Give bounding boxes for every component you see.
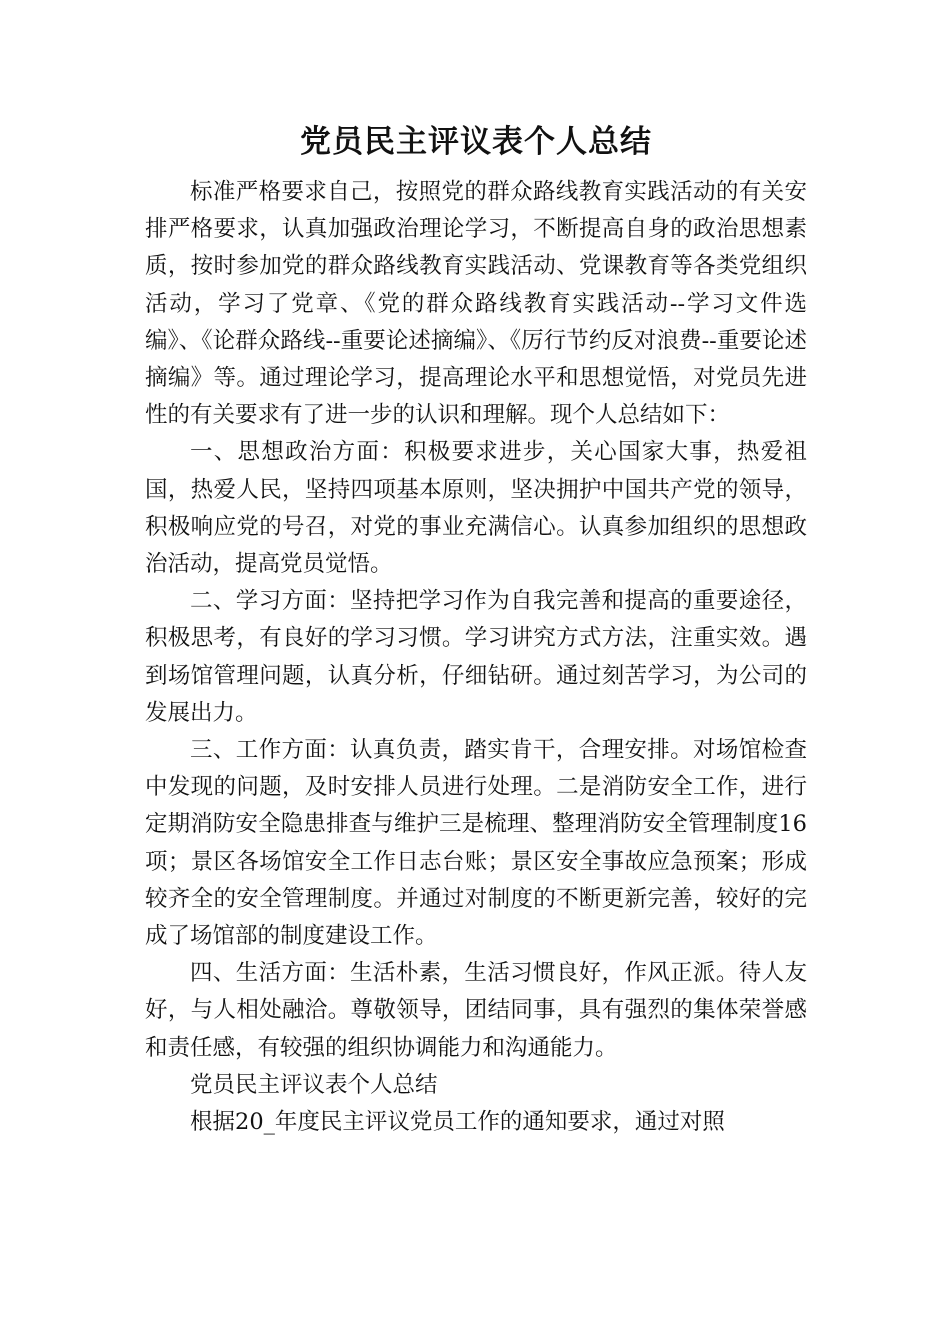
paragraph-intro: 标准严格要求自己，按照党的群众路线教育实践活动的有关安排严格要求，认真加强政治理论学习，不断提高自身的政治思想素质，按时参加党的群众路线教育实践活动、党课教育等各类党组织活动，学习了党章、《党的群众路线教育实践活动--学习文件选编》、《论群众路线--重要论述摘编》、《厉行节约反对浪费--重要论述摘编》等。通过理论学习，提高理论水平和思想觉悟，对党员先进性的有关要求有了进一步的认识和理解。现个人总结如下： — [145, 179, 807, 429]
document-title: 党员民主评议表个人总结 — [300, 124, 652, 160]
paragraph-continuation: 根据20_年度民主评议党员工作的通知要求，通过对照 — [190, 1109, 725, 1136]
section-subheading: 党员民主评议表个人总结 — [190, 1071, 438, 1098]
paragraph-ideology: 一、思想政治方面：积极要求进步，关心国家大事，热爱祖国，热爱人民，坚持四项基本原则，坚决拥护中国共产党的领导，积极响应党的号召，对党的事业充满信心。认真参加组织的思想政治活动，提高党员觉悟。 — [145, 439, 807, 578]
paragraph-life: 四、生活方面：生活朴素，生活习惯良好，作风正派。待人友好，与人相处融洽。尊敬领导，团结同事，具有强烈的集体荣誉感和责任感，有较强的组织协调能力和沟通能力。 — [145, 960, 807, 1061]
paragraph-work: 三、工作方面：认真负责，踏实肯干，合理安排。对场馆检查中发现的问题，及时安排人员进行处理。二是消防安全工作，进行定期消防安全隐患排查与维护三是梳理、整理消防安全管理制度16项；景区各场馆安全工作日志台账；景区安全事故应急预案；形成较齐全的安全管理制度。并通过对制度的不断更新完善，较好的完成了场馆部的制度建设工作。 — [145, 737, 807, 950]
paragraph-study: 二、学习方面：坚持把学习作为自我完善和提高的重要途径，积极思考，有良好的学习习惯。学习讲究方式方法，注重实效。遇到场馆管理问题，认真分析，仔细钻研。通过刻苦学习，为公司的发展出力。 — [145, 588, 807, 726]
document-page — [145, 118, 807, 1141]
